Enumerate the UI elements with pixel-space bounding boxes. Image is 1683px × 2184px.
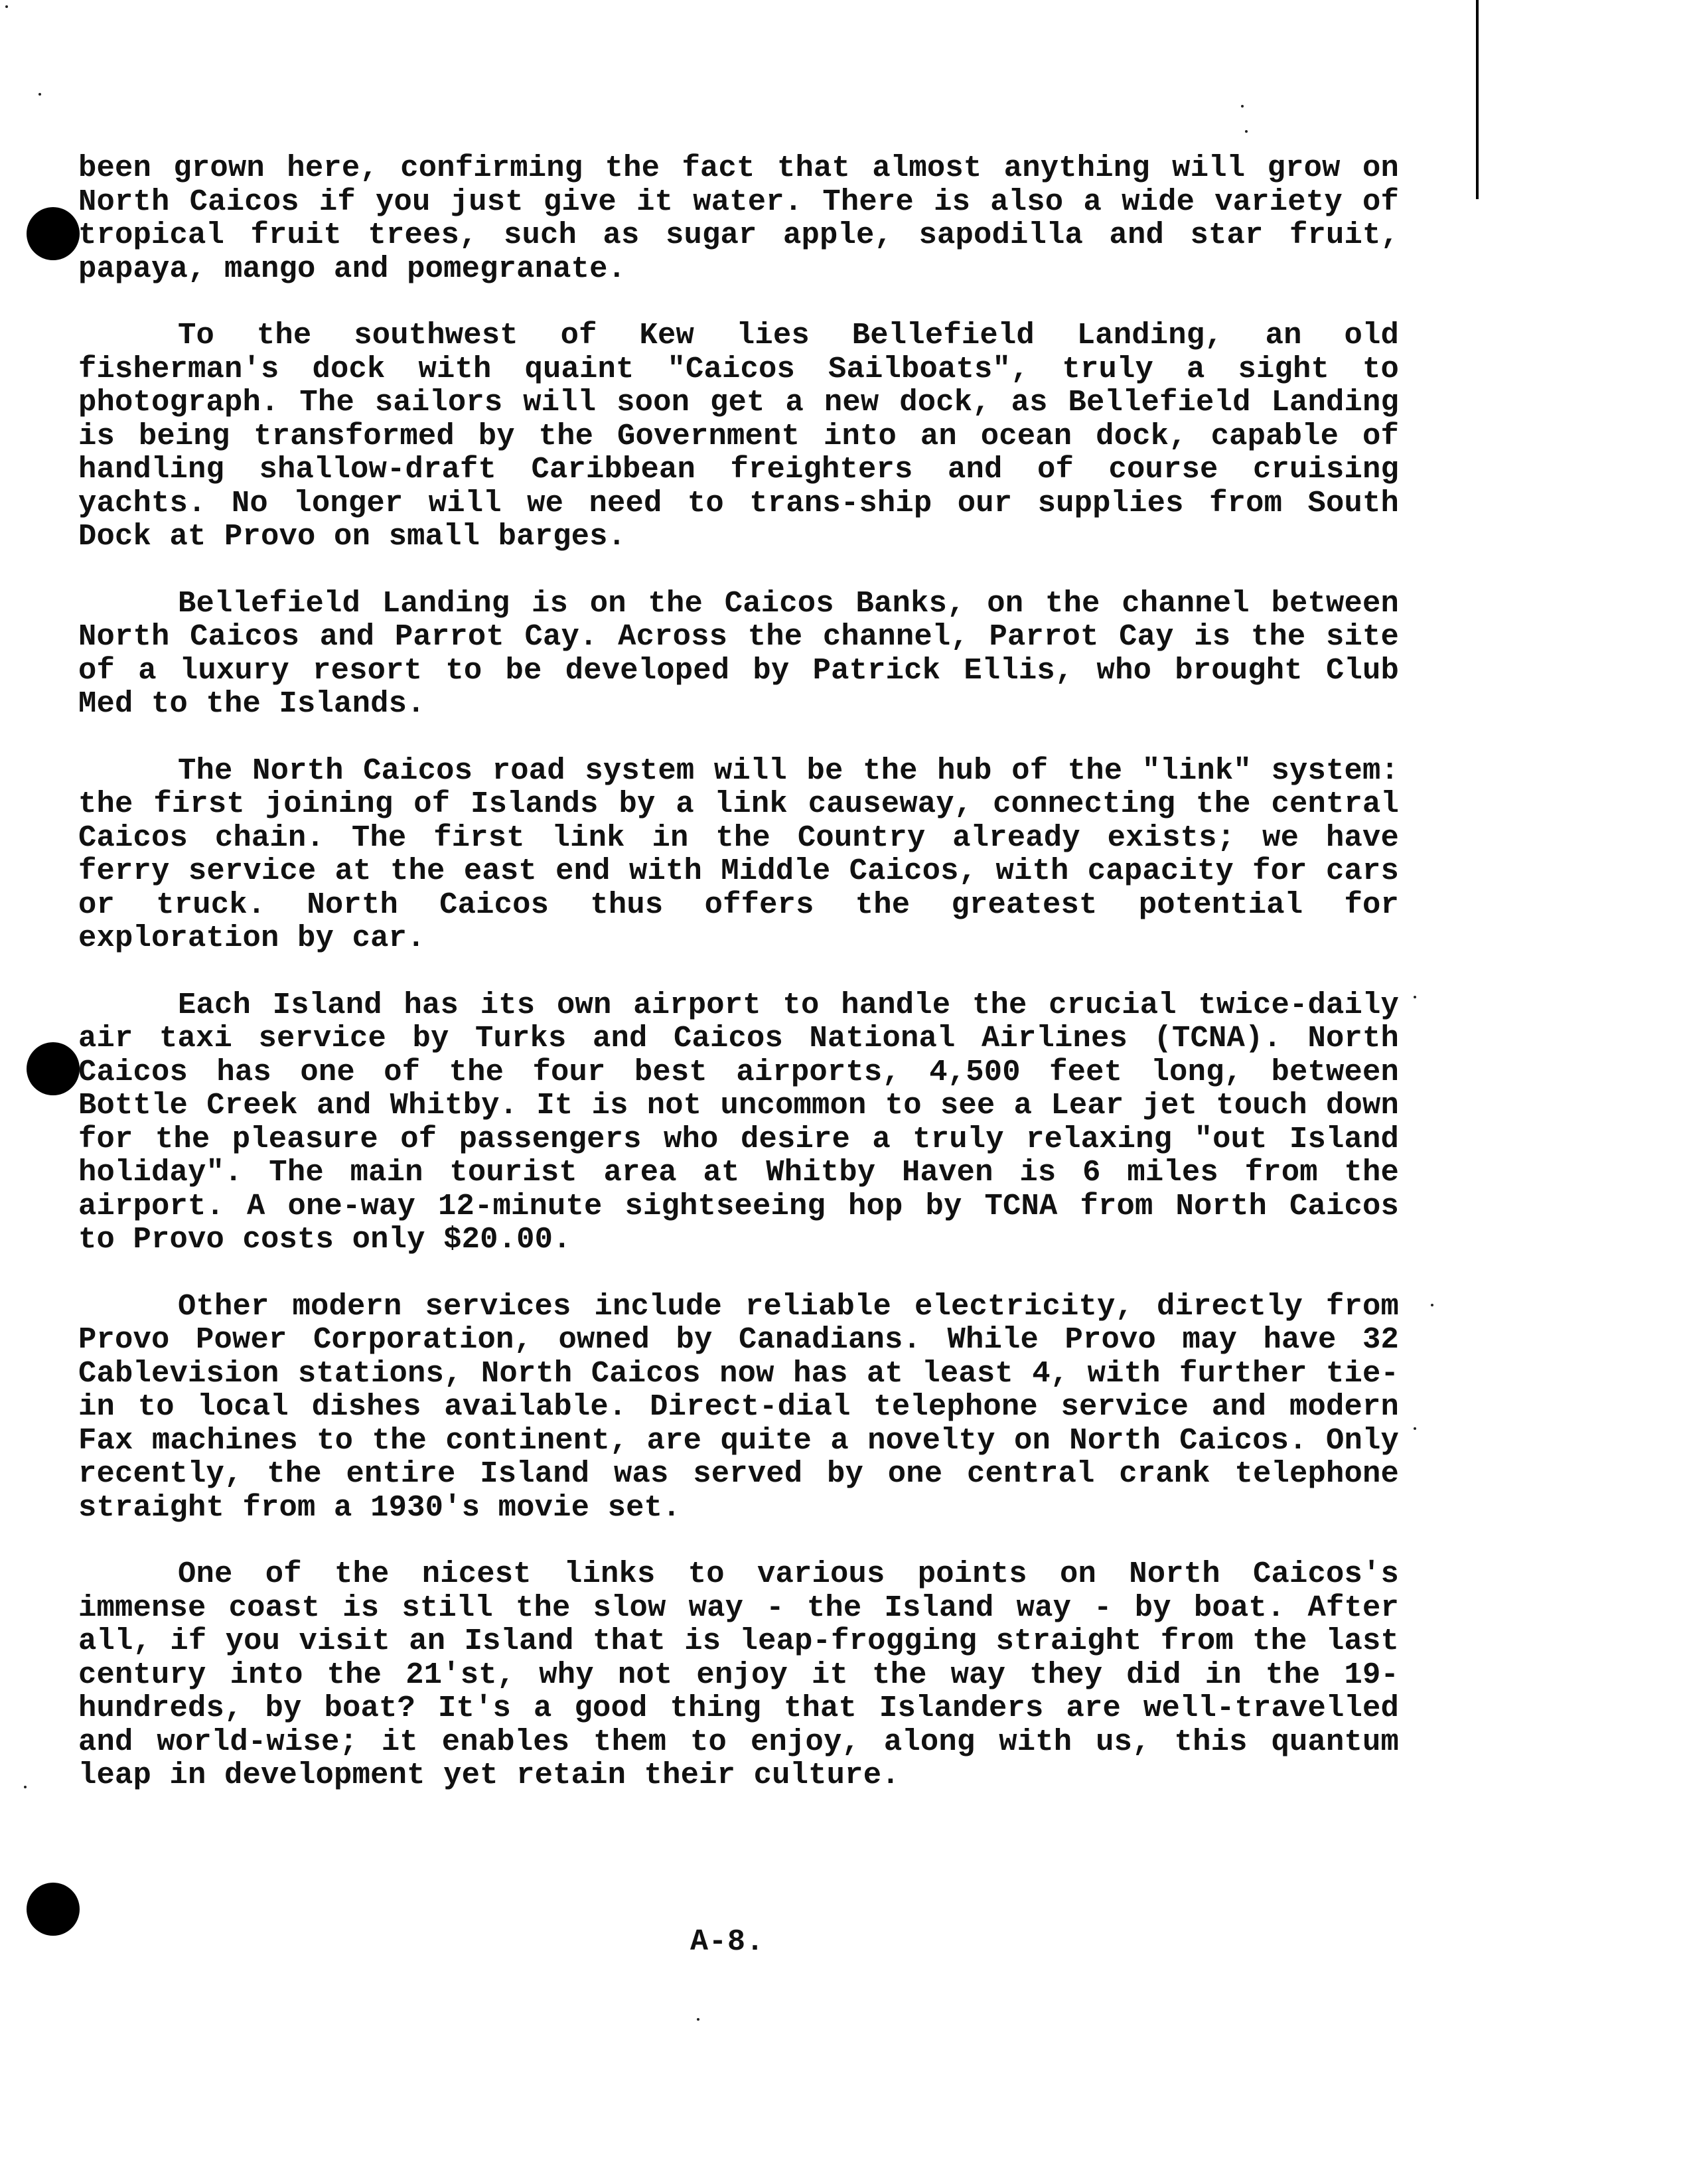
page-number: A-8. bbox=[690, 1925, 765, 1959]
scan-speck bbox=[24, 1786, 27, 1788]
scan-speck bbox=[1414, 996, 1416, 998]
scan-speck bbox=[1241, 105, 1244, 108]
paragraph-modern-services: Other modern services include reliable electricity, directly from Provo Power Corporation, owned by Canadians. While Provo may have 32 Cablevision stations, North Caicos now has at least 4, with further tie-in to local dishes available. Direct-dial telephone service and modern Fax machines to the continent, are quite a novelty on North Caicos. Only recently, the entire Island was served by one central crank telephone straight from a 1930's movie set. bbox=[78, 1288, 1399, 1525]
punch-hole-bottom bbox=[27, 1883, 80, 1936]
paragraph-boat-links: One of the nicest links to various points on North Caicos's immense coast is still the slow way - the Island way - by boat. After all, if you visit an Island that is leap-frogging straight from the last century into the 21'st, why not enjoy it the way they did in the 19-hundreds, by boat? It's a good thing that Islanders are well-travelled and world-wise; it enables them to enjoy, along with us, this quantum leap in development yet retain their culture. bbox=[78, 1557, 1399, 1792]
scan-speck bbox=[697, 2018, 699, 2021]
scan-speck bbox=[1245, 130, 1248, 133]
scan-speck bbox=[1414, 1427, 1416, 1430]
punch-hole-top bbox=[27, 207, 80, 260]
scan-edge-line bbox=[1476, 0, 1479, 199]
paragraph-airport: Each Island has its own airport to handle the crucial twice-daily air taxi service by Turks and Caicos National Airlines (TCNA). North Caicos has one of the four best airports, 4,500 feet long, between Bottle Creek and Whitby. It is not uncommon to see a Lear jet touch down for the pleasure of passengers who desire a truly relaxing "out Island holiday". The main tourist area at Whitby Haven is 6 miles from the airport. A one-way 12-minute sightseeing hop by TCNA from North Caicos to Provo costs only $20.00. bbox=[78, 987, 1399, 1257]
paragraph-bellefield-landing: To the southwest of Kew lies Bellefield Landing, an old fisherman's dock with quaint "Caicos Sailboats", truly a sight to photograph. The sailors will soon get a new dock, as Bellefield Landing is being transformed by the Government into an ocean dock, capable of handling shallow-draft Caribbean freighters and of course cruising yachts. No longer will we need to trans-ship our supplies from South Dock at Provo on small barges. bbox=[78, 318, 1399, 554]
punch-hole-middle bbox=[27, 1042, 80, 1095]
scan-speck bbox=[38, 93, 41, 96]
scan-speck bbox=[1431, 1304, 1433, 1306]
scan-speck bbox=[5, 5, 8, 8]
paragraph-road-system: The North Caicos road system will be the hub of the "link" system: the first joining of Islands by a link causeway, connecting the central Caicos chain. The first link in the Country already exists; we have ferry service at the east end with Middle Caicos, with capacity for cars or truck. North Caicos thus offers the greatest potential for exploration by car. bbox=[78, 753, 1399, 955]
paragraph-continued: been grown here, confirming the fact that almost anything will grow on North Caicos if you just give it water. There is also a wide variety of tropical fruit trees, such as sugar apple, sapodilla and star fruit, papaya, mango and pomegranate. bbox=[78, 151, 1399, 286]
paragraph-caicos-banks: Bellefield Landing is on the Caicos Banks, on the channel between North Caicos and Parrot Cay. Across the channel, Parrot Cay is the site of a luxury resort to be developed by Patrick Ellis, who brought Club Med to the Islands. bbox=[78, 585, 1399, 721]
document-body bbox=[78, 151, 1399, 1826]
